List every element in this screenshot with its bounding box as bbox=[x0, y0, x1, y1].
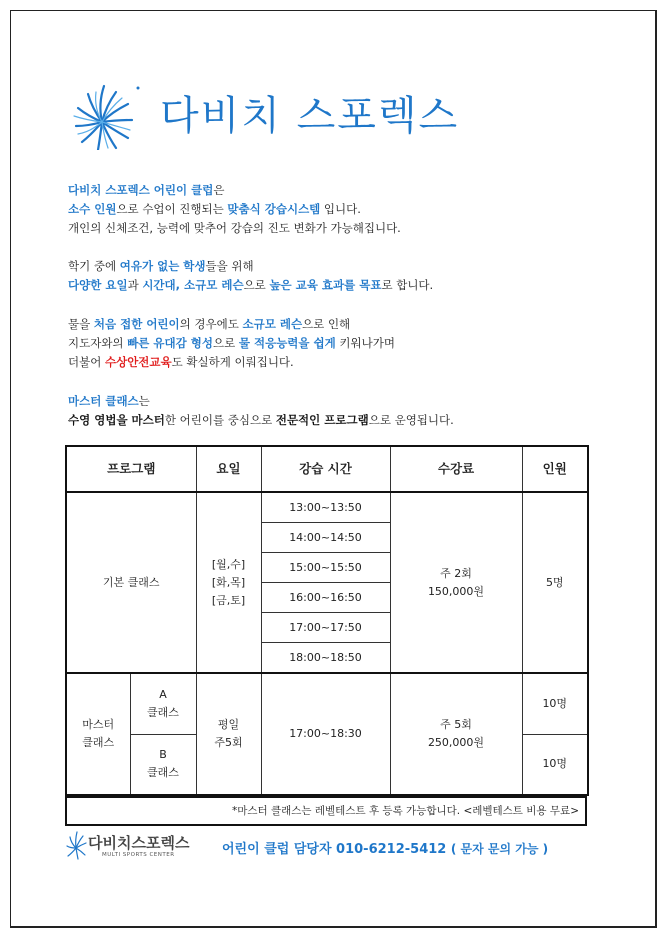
intro-text-segment: 도 확실하게 이뤄집니다. bbox=[171, 355, 294, 369]
basic-time-4: 16:00~16:50 bbox=[261, 583, 390, 613]
intro-text-segment: 소규모 레슨 bbox=[242, 317, 303, 331]
table-note: *마스터 클래스는 레벨테스트 후 등록 가능합니다. <레벨테스트 비용 무료> bbox=[65, 796, 587, 826]
header-capacity: 인원 bbox=[522, 446, 588, 492]
basic-time-5: 17:00~17:50 bbox=[261, 613, 390, 643]
intro-text-segment: 시간대, 소규모 레슨 bbox=[142, 278, 244, 292]
table-row bbox=[66, 492, 588, 523]
swirl-logo-small-icon bbox=[66, 830, 88, 860]
intro-line bbox=[68, 219, 401, 238]
basic-time-2: 14:00~14:50 bbox=[261, 523, 390, 553]
intro-line bbox=[68, 257, 433, 276]
intro-text-segment: 로 합니다. bbox=[381, 278, 434, 292]
intro-text-segment: 으로 운영됩니다. bbox=[368, 413, 454, 427]
intro-text-segment: 학기 중에 bbox=[68, 259, 120, 273]
intro-text-segment: 으로 수업이 진행되는 bbox=[116, 202, 228, 216]
master-name-line2: 클래스 bbox=[82, 736, 115, 749]
intro-text-segment: 전문적인 프로그램 bbox=[275, 413, 369, 427]
intro-text-segment: 으로 bbox=[243, 278, 270, 292]
intro-text-segment: 빠른 유대감 형성 bbox=[127, 336, 213, 350]
intro-text-segment: 들을 위해 bbox=[205, 259, 254, 273]
intro-paragraph-3 bbox=[68, 315, 395, 372]
intro-text-segment: 더불어 bbox=[68, 355, 105, 369]
intro-text-segment: 높은 교육 효과를 목표 bbox=[269, 278, 382, 292]
master-name-line1: 마스터 bbox=[82, 718, 115, 731]
contact-note: ( 문자 문의 가능 ) bbox=[450, 842, 549, 856]
master-class-fee bbox=[390, 673, 522, 795]
master-class-days bbox=[196, 673, 261, 795]
intro-text-segment: 은 bbox=[213, 183, 225, 197]
master-days-line1: 평일 bbox=[217, 718, 240, 731]
master-b-letter: B bbox=[159, 748, 167, 762]
contact-text: 어린이 클럽 담당자 010-6212-5412 bbox=[222, 842, 447, 857]
intro-line bbox=[68, 334, 395, 353]
intro-text-segment: 처음 접한 어린이 bbox=[93, 317, 180, 331]
intro-text-segment: 다양한 요일 bbox=[68, 278, 128, 292]
basic-class-capacity: 5명 bbox=[522, 492, 588, 673]
basic-day-3: [금,토] bbox=[211, 593, 246, 607]
schedule-table bbox=[65, 445, 589, 796]
intro-line bbox=[68, 276, 433, 295]
intro-text-segment: 다비치 스포렉스 어린이 클럽 bbox=[68, 183, 214, 197]
intro-text-segment: 수상안전교육 bbox=[104, 355, 172, 369]
basic-time-1: 13:00~13:50 bbox=[261, 492, 390, 523]
intro-text-segment: 키워나가며 bbox=[335, 336, 395, 350]
intro-line bbox=[68, 315, 395, 334]
master-class-time: 17:00~18:30 bbox=[261, 673, 390, 795]
header-time: 강습 시간 bbox=[261, 446, 390, 492]
intro-line bbox=[68, 411, 454, 430]
basic-day-1: [월,수] bbox=[211, 557, 246, 571]
basic-day-2: [화,목] bbox=[211, 575, 246, 589]
master-capacity-a: 10명 bbox=[522, 673, 588, 734]
master-b-label: 클래스 bbox=[147, 766, 179, 780]
header-day: 요일 bbox=[196, 446, 261, 492]
basic-class-days bbox=[196, 492, 261, 673]
intro-text-segment: 한 어린이를 중심으로 bbox=[164, 413, 276, 427]
intro-paragraph-2 bbox=[68, 257, 433, 295]
header-fee: 수강료 bbox=[390, 446, 522, 492]
basic-time-3: 15:00~15:50 bbox=[261, 553, 390, 583]
intro-text-segment: 의 경우에도 bbox=[179, 317, 243, 331]
master-a-label: 클래스 bbox=[147, 705, 179, 719]
intro-paragraph-4 bbox=[68, 392, 454, 430]
intro-text-segment: 과 bbox=[127, 278, 143, 292]
master-days-line2: 주5회 bbox=[214, 736, 243, 749]
header-program: 프로그램 bbox=[66, 446, 196, 492]
intro-text-segment: 맞춤식 강습시스템 bbox=[227, 202, 321, 216]
master-class-name bbox=[66, 673, 130, 795]
master-class-a bbox=[130, 673, 196, 734]
master-class-b bbox=[130, 734, 196, 795]
master-fee-freq: 주 5회 bbox=[440, 718, 472, 731]
table-row bbox=[66, 673, 588, 734]
footer-brand-name: 다비치스포렉스 bbox=[88, 834, 190, 852]
footer-logo bbox=[66, 830, 190, 862]
intro-text-segment: 물 적응능력을 쉽게 bbox=[238, 336, 336, 350]
basic-class-fee bbox=[390, 492, 522, 673]
intro-text-segment: 입니다. bbox=[320, 202, 361, 216]
intro-text-segment: 지도자와의 bbox=[68, 336, 128, 350]
intro-text-segment: 으로 bbox=[212, 336, 239, 350]
intro-text-segment: 물을 bbox=[68, 317, 94, 331]
master-fee-amount: 250,000원 bbox=[427, 736, 485, 749]
master-a-letter: A bbox=[159, 687, 167, 701]
table-header-row bbox=[66, 446, 588, 492]
intro-line bbox=[68, 392, 454, 411]
basic-fee-freq: 주 2회 bbox=[440, 566, 472, 580]
intro-text-segment: 개인의 신체조건, 능력에 맞추어 강습의 진도 변화가 가능해집니다. bbox=[68, 221, 401, 235]
intro-text-segment: 여유가 없는 학생 bbox=[119, 259, 206, 273]
intro-text-segment: 으로 인해 bbox=[302, 317, 351, 331]
basic-class-name: 기본 클래스 bbox=[66, 492, 196, 673]
intro-text-segment: 는 bbox=[138, 394, 150, 408]
brand-title: 다비치 스포렉스 bbox=[160, 93, 460, 139]
intro-paragraph-1 bbox=[68, 181, 401, 238]
footer-brand-sub: MULTI SPORTS CENTER bbox=[102, 852, 175, 858]
intro-line bbox=[68, 181, 401, 200]
basic-fee-amount: 150,000원 bbox=[427, 584, 485, 598]
basic-time-6: 18:00~18:50 bbox=[261, 643, 390, 674]
intro-text-segment: 소수 인원 bbox=[68, 202, 117, 216]
contact-info bbox=[222, 838, 548, 857]
intro-line bbox=[68, 200, 401, 219]
master-capacity-b: 10명 bbox=[522, 734, 588, 795]
intro-text-segment: 수영 영법을 마스터 bbox=[68, 413, 165, 427]
swirl-logo-icon bbox=[72, 80, 142, 150]
intro-text-segment: 마스터 클래스 bbox=[68, 394, 139, 408]
intro-line bbox=[68, 353, 395, 372]
